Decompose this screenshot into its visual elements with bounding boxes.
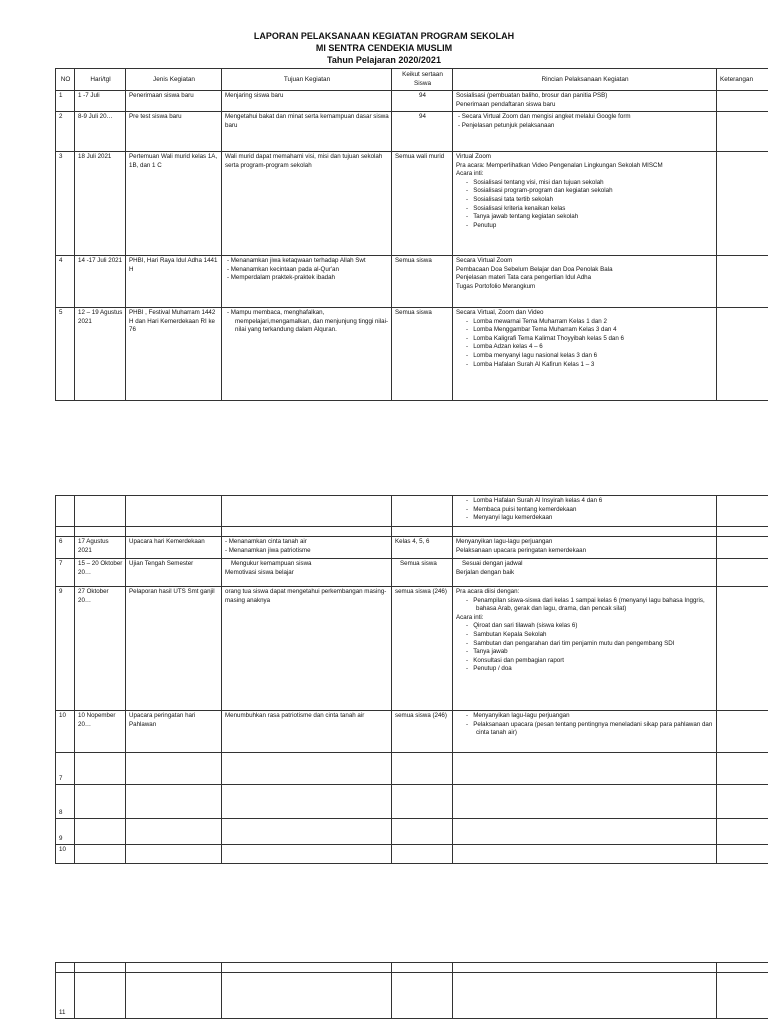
- row-objective: [222, 308, 392, 401]
- row-number: 7: [56, 559, 75, 587]
- table-row-empty: [56, 785, 768, 819]
- objective-line: - Mampu membaca, menghafalkan, mempelajari,mengamalkan, dan menjunjung tinggi nilai-nilai yang terkandung dalam Alquran.: [227, 309, 389, 334]
- row-notes: [717, 537, 768, 559]
- row-details: [453, 91, 717, 112]
- row-details: [453, 308, 717, 401]
- detail-item: - Lomba mewarnai Tema Muharram Kelas 1 dan 2: [466, 317, 607, 325]
- table-row-empty: [56, 527, 768, 537]
- row-activity-type: [126, 496, 222, 527]
- detail-line: Pra acara: Memperlihatkan Video Pengenalan Lingkungan Sekolah MISCM: [456, 161, 663, 169]
- detail-line: Secara Virtual, Zoom dan Video: [456, 309, 544, 316]
- row-number: 9: [56, 819, 75, 845]
- detail-line: Acara inti:: [456, 170, 484, 178]
- row-details: [453, 711, 717, 753]
- row-number: 7: [56, 753, 75, 785]
- detail-item: - Sosialisasi kriteria kenaikan kelas: [466, 204, 566, 212]
- detail-item: - Membaca puisi tentang kemerdekaan: [466, 505, 577, 513]
- detail-line: Secara Virtual Zoom: [456, 257, 513, 264]
- table-row: [56, 559, 768, 587]
- row-activity-type: Upacara hari Kemerdekaan: [126, 537, 222, 559]
- row-number: 5: [56, 308, 75, 401]
- objective-line: Mengukur kemampuan siswa: [231, 560, 312, 567]
- detail-item: - Lomba Menggambar Tema Muharram Kelas 3 dan 4: [466, 326, 617, 334]
- table-row: [56, 91, 768, 112]
- col-header-date: Hari/tgl: [75, 69, 126, 91]
- detail-item: - Sambutan dan pengarahan dari tim penjamin mutu dan pengembang SDI: [466, 639, 675, 647]
- school-name: MI SENTRA CENDEKIA MUSLIM: [315, 43, 453, 53]
- col-header-no: NO: [56, 69, 75, 91]
- activity-table-page-2: [55, 495, 768, 864]
- row-notes: [717, 256, 768, 308]
- row-number: 10: [56, 711, 75, 753]
- row-number: [56, 496, 75, 527]
- detail-line: Berjalan dengan baik: [456, 568, 515, 576]
- row-details: [453, 587, 717, 711]
- row-number: 8: [56, 785, 75, 819]
- activity-table-page-1: [55, 68, 768, 401]
- row-date: 1 -7 Juli: [75, 91, 126, 112]
- col-header-objective: Tujuan Kegiatan: [222, 69, 392, 91]
- detail-item: - Lomba Hafalan Surah Al Insyirah kelas 4 dan 6: [466, 497, 603, 504]
- row-objective: orang tua siswa dapat mengetahui perkembangan masing-masing anaknya: [222, 587, 392, 711]
- detail-item: - Lomba Kaligrafi Tema Kalimat Thoyyibah kelas 5 dan 6: [466, 334, 624, 342]
- detail-item: - Konsultasi dan pembagian raport: [466, 656, 565, 664]
- objective-line: - Menanamkan jiwa patriotisme: [225, 546, 311, 554]
- row-activity-type: Upacara peringatan hari Pahlawan: [126, 711, 222, 753]
- detail-item: - Tanya jawab tentang kegiatan sekolah: [466, 213, 579, 221]
- row-details: [453, 112, 717, 152]
- row-details: [453, 559, 717, 587]
- row-date: 18 Juli 2021: [75, 152, 126, 256]
- detail-item: - Lomba menyanyi lagu nasional kelas 3 dan 6: [466, 351, 598, 359]
- col-header-details: Rincian Pelaksanaan Kegiatan: [453, 69, 717, 91]
- row-number: 3: [56, 152, 75, 256]
- row-objective: Mengetahui bakat dan minat serta kemampuan dasar siswa baru: [222, 112, 392, 152]
- row-objective: [222, 256, 392, 308]
- detail-line: Menyanyikan lagu-lagu perjuangan: [456, 538, 553, 545]
- row-objective: Menumbuhkan rasa patriotisme dan cinta tanah air: [222, 711, 392, 753]
- row-number: 4: [56, 256, 75, 308]
- detail-line: Tugas Portofolio Merangkum: [456, 282, 536, 290]
- row-date: 10 Nopember 20…: [75, 711, 126, 753]
- row-details: [453, 537, 717, 559]
- row-activity-type: Pre test siswa baru: [126, 112, 222, 152]
- detail-item: - Sambutan Kepala Sekolah: [466, 630, 547, 638]
- activity-table-page-3: [55, 962, 768, 1019]
- row-activity-type: Ujian Tengah Semester: [126, 559, 222, 587]
- detail-line: - Penjelasan petunjuk pelaksanaan: [458, 121, 555, 129]
- table-row-empty: [56, 963, 768, 973]
- row-objective: [222, 559, 392, 587]
- row-participation: [392, 496, 453, 527]
- row-details: [453, 256, 717, 308]
- row-participation: 94: [392, 91, 453, 112]
- detail-item: - Sosialisasi tata tertib sekolah: [466, 195, 554, 203]
- row-notes: [717, 559, 768, 587]
- objective-line: - Menanamkan cinta tanah air: [225, 538, 307, 545]
- row-number: 9: [56, 587, 75, 711]
- row-number: 10: [56, 845, 75, 864]
- row-participation: semua siswa (246): [392, 587, 453, 711]
- table-row-empty: [56, 845, 768, 864]
- col-header-activity-type: Jenis Kegiatan: [126, 69, 222, 91]
- col-header-participation: Keikut sertaan Siswa: [392, 69, 453, 91]
- detail-line: Virtual Zoom: [456, 153, 491, 160]
- row-number: 11: [56, 973, 75, 1019]
- detail-line: Penjelasan materi Tata cara pengertian Idul Adha: [456, 274, 592, 282]
- row-date: 17 Agustus 2021: [75, 537, 126, 559]
- detail-item: - Pelaksanaan upacara (pesan tentang pentingnya meneladani sikap para pahlawan dan cinta tanah air): [466, 720, 713, 737]
- row-objective: Menjaring siswa baru: [222, 91, 392, 112]
- row-participation: 94: [392, 112, 453, 152]
- row-participation: Semua siswa: [392, 256, 453, 308]
- row-participation: Semua siswa: [392, 308, 453, 401]
- detail-item: - Menyanyikan lagu-lagu perjuangan: [466, 712, 570, 719]
- detail-item: - Qiroat dan sari tilawah (siswa kelas 6): [466, 622, 578, 630]
- detail-item: - Penutup: [466, 221, 497, 229]
- row-objective: [222, 496, 392, 527]
- detail-line: Sosialisasi (pembuatan baliho, brosur dan panitia PSB): [456, 92, 608, 99]
- row-participation: Kelas 4, 5, 6: [392, 537, 453, 559]
- row-notes: [717, 496, 768, 527]
- row-details: [453, 152, 717, 256]
- objective-line: Memotivasi siswa belajar: [225, 568, 294, 576]
- detail-item: - Lomba Adzan kelas 4 – 6: [466, 343, 543, 351]
- table-header-row: [56, 69, 768, 91]
- row-date: 14 -17 Juli 2021: [75, 256, 126, 308]
- objective-line: - Menanamkan kecintaan pada al-Qur'an: [227, 265, 339, 273]
- table-row-empty: [56, 819, 768, 845]
- detail-item: - Sosialisasi program-program dan kegiatan sekolah: [466, 187, 613, 195]
- row-notes: [717, 308, 768, 401]
- row-notes: [717, 152, 768, 256]
- detail-line: Pembacaan Doa Sebelum Belajar dan Doa Penolak Bala: [456, 265, 613, 273]
- row-activity-type: Penerimaan siswa baru: [126, 91, 222, 112]
- detail-line: Pra acara diisi dengan:: [456, 588, 520, 595]
- row-number: 6: [56, 537, 75, 559]
- row-participation: Semua siswa: [392, 559, 453, 587]
- table-row-empty: [56, 973, 768, 1019]
- academic-year: Tahun Pelajaran 2020/2021: [327, 55, 441, 65]
- row-objective: [222, 537, 392, 559]
- table-row: [56, 112, 768, 152]
- row-notes: [717, 587, 768, 711]
- table-row-empty: [56, 753, 768, 785]
- detail-line: Sesuai dengan jadwal: [462, 560, 523, 567]
- table-row: [56, 587, 768, 711]
- detail-line: - Secara Virtual Zoom dan mengisi angket melalui Google form: [458, 113, 631, 120]
- objective-line: - Memperdalam praktek-praktek ibadah: [227, 274, 335, 282]
- table-row: [56, 711, 768, 753]
- row-date: 8-9 Juli 20…: [75, 112, 126, 152]
- table-row: [56, 537, 768, 559]
- detail-line: Penerimaan pendaftaran siswa baru: [456, 100, 556, 108]
- report-title: LAPORAN PELAKSANAAN KEGIATAN PROGRAM SEKOLAH: [253, 31, 515, 41]
- table-row: [56, 308, 768, 401]
- row-number: 1: [56, 91, 75, 112]
- detail-item: - Penampilan siswa-siswa dari kelas 1 sampai kelas 6 (menyanyi lagu bahasa Inggris, bahasa Arab, gerak dan lagu, drama, dan pencak silat): [466, 596, 705, 613]
- table-row: [56, 256, 768, 308]
- detail-item: - Lomba Hafalan Surah Al Kafirun Kelas 1 – 3: [466, 360, 595, 368]
- row-date: 27 Oktober 20…: [75, 587, 126, 711]
- row-objective: Wali murid dapat memahami visi, misi dan tujuan sekolah serta program-program sekolah: [222, 152, 392, 256]
- row-notes: [717, 112, 768, 152]
- col-header-notes: Keterangan: [717, 69, 768, 91]
- objective-line: - Menanamkan jiwa ketaqwaan terhadap Allah Swt: [227, 257, 366, 264]
- detail-item: - Tanya jawab: [466, 648, 508, 656]
- detail-line: Acara inti:: [456, 613, 484, 621]
- row-activity-type: PHBI, Hari Raya Idul Adha 1441 H: [126, 256, 222, 308]
- row-notes: [717, 91, 768, 112]
- detail-line: Pelaksanaan upacara peringatan kemerdekaan: [456, 546, 587, 554]
- row-activity-type: PHBI , Festival Muharram 1442 H dan Hari Kemerdekaan RI ke 76: [126, 308, 222, 401]
- table-row: [56, 152, 768, 256]
- row-date: [75, 496, 126, 527]
- detail-item: - Menyanyi lagu kemerdekaan: [466, 514, 553, 522]
- row-date: 12 – 19 Agustus 2021: [75, 308, 126, 401]
- row-notes: [717, 711, 768, 753]
- detail-item: - Sosialisasi tentang visi, misi dan tujuan sekolah: [466, 178, 604, 186]
- row-details: [453, 496, 717, 527]
- table-row-continued: [56, 496, 768, 527]
- row-number: 2: [56, 112, 75, 152]
- row-participation: semua siswa (246): [392, 711, 453, 753]
- detail-item: - Penutup / doa: [466, 665, 512, 673]
- row-activity-type: Pertemuan Wali murid kelas 1A, 1B, dan 1 C: [126, 152, 222, 256]
- row-participation: Semua wali murid: [392, 152, 453, 256]
- row-date: 15 – 20 Oktober 20…: [75, 559, 126, 587]
- row-activity-type: Pelaporan hasil UTS Smt ganjil: [126, 587, 222, 711]
